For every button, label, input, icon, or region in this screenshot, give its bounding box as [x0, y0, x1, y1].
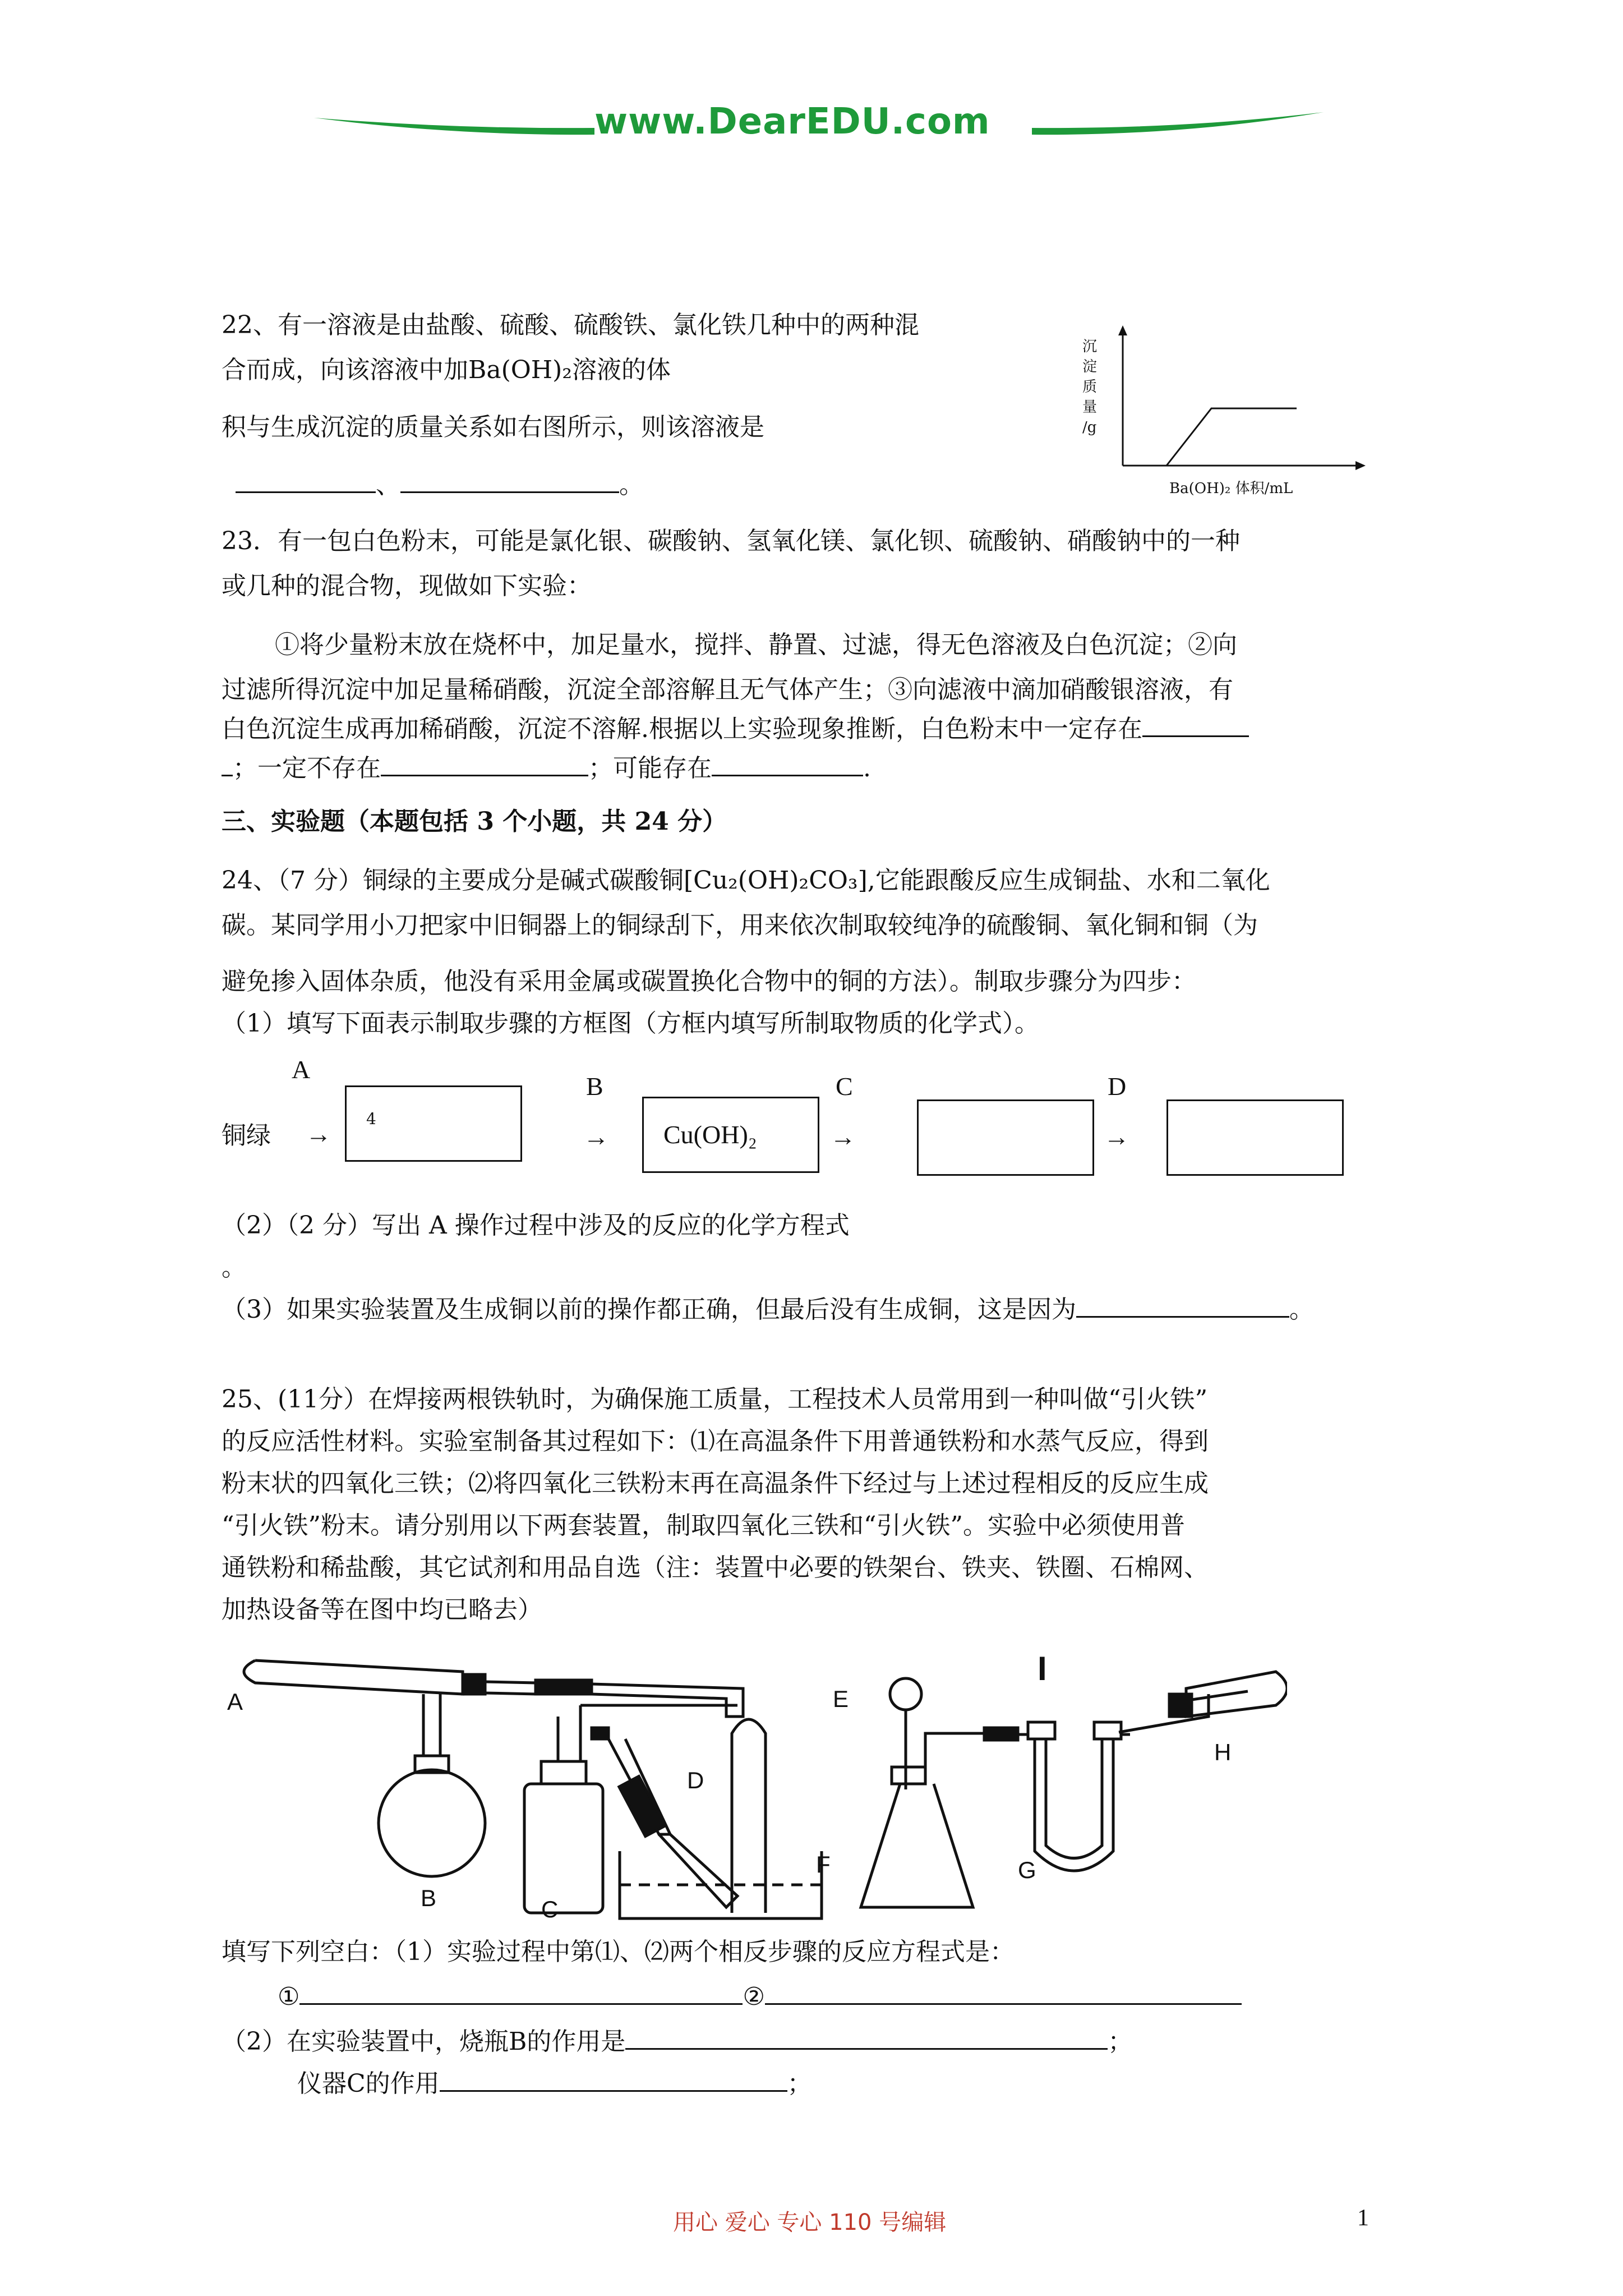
apparatus-label-e: E [833, 1686, 849, 1712]
q25-blank-eq2[interactable] [765, 1981, 1242, 2005]
flow-label-d: D [1108, 1072, 1127, 1101]
flow-arrow-4: → [1104, 1122, 1129, 1151]
q22-blank-2[interactable] [400, 469, 619, 493]
flow-box-c[interactable] [917, 1099, 1094, 1176]
q25-line3: 粉末状的四氧化三铁；⑵将四氧化三铁粉末再在高温条件下经过与上述过程相反的反应生成 [222, 1469, 1209, 1498]
q22-graph-xlabel: Ba(OH)₂ 体积/mL [1169, 480, 1293, 497]
q24-line5: （2）（2 分）写出 A 操作过程中涉及的反应的化学方程式 [222, 1211, 850, 1240]
q22-end: 。 [619, 471, 644, 499]
q22-line2: 合而成，向该溶液中加Ba(OH)₂溶液的体 [222, 356, 671, 384]
q23-blank-possible[interactable] [712, 752, 863, 776]
header-swoosh-right [1032, 107, 1324, 140]
q25-line4: “引火铁”粉末。请分别用以下两套装置，制取四氧化三铁和“引火铁”。实验中必须使用普 [222, 1511, 1185, 1540]
apparatus-label-h: H [1214, 1739, 1232, 1765]
q23-line6: ；一定不存在 ；可能存在 . [222, 752, 871, 785]
q23-line5: 白色沉淀生成再加稀硝酸，沉淀不溶解.根据以上实验现象推断，白色粉末中一定存在 [222, 712, 1249, 746]
q24-line6: 。 [222, 1253, 246, 1282]
q23-blank-exists-cont[interactable] [222, 752, 233, 776]
q24-line1: 24、（7 分）铜绿的主要成分是碱式碳酸铜[Cu₂(OH)₂CO₃],它能跟酸反应生成铜盐、水和二氧化 [222, 866, 1270, 895]
flow-box-d[interactable] [1166, 1099, 1344, 1176]
flow-arrow-1: → [306, 1120, 331, 1148]
q22-blank-1[interactable] [236, 469, 376, 493]
q22-graph [1077, 325, 1368, 505]
q24-line7: （3）如果实验装置及生成铜以前的操作都正确，但最后没有生成铜，这是因为 。 [222, 1293, 1314, 1327]
q23-blank-exists[interactable] [1142, 713, 1249, 737]
apparatus-label-f: F [816, 1851, 831, 1878]
apparatus-label-b: B [421, 1885, 437, 1911]
apparatus-label-a: A [227, 1688, 243, 1715]
q25-line2: 的反应活性材料。实验室制备其过程如下：⑴在高温条件下用普通铁粉和水蒸气反应，得到 [222, 1427, 1209, 1456]
q23-line4: 过滤所得沉淀中加足量稀硝酸，沉淀全部溶解且无气体产生；③向滤液中滴加硝酸银溶液，有 [222, 675, 1233, 704]
flow-box-a-text: 4 [366, 1110, 376, 1128]
q25-apparatus-drawing [222, 1649, 1287, 1930]
header-swoosh-left [314, 107, 594, 140]
q22-line1: 22、有一溶液是由盐酸、硫酸、硫酸铁、氯化铁几种中的两种混 [222, 311, 919, 339]
flow-arrow-3: → [830, 1122, 856, 1151]
page-number: 1 [1357, 2205, 1369, 2231]
flow-label-c: C [836, 1072, 853, 1101]
flow-box-b-text: Cu(OH)₂ [663, 1120, 757, 1149]
section3-title: 三、实验题（本题包括 3 个小题，共 24 分） [222, 807, 727, 836]
q24-line3: 避免掺入固体杂质，他没有采用金属或碳置换化合物中的铜的方法）。制取步骤分为四步： [222, 967, 1196, 996]
q25-fill1: 填写下列空白：（1）实验过程中第⑴、⑵两个相反步骤的反应方程式是： [222, 1938, 1015, 1966]
flow-label-b: B [586, 1072, 603, 1101]
q25-fill4: 仪器C的作用 ； [297, 2067, 812, 2101]
flow-label-a: A [292, 1055, 311, 1084]
q23-line3: ①将少量粉末放在烧杯中，加足量水，搅拌、静置、过滤，得无色溶液及白色沉淀；②向 [275, 631, 1237, 659]
flow-arrow-2: → [583, 1122, 609, 1151]
flow-box-b[interactable] [642, 1097, 819, 1173]
q22-answer-line [236, 468, 644, 502]
flow-start: 铜绿 [222, 1121, 271, 1150]
q25-line1: 25、(11分）在焊接两根铁轨时，为确保施工质量，工程技术人员常用到一种叫做“引火铁” [222, 1385, 1208, 1414]
q25-line6: 加热设备等在图中均已略去） [222, 1595, 542, 1624]
q25-blank-flask-b[interactable] [625, 2026, 1108, 2050]
q22-graph-ylabel: 沉 淀 质 量 /g [1082, 338, 1098, 436]
apparatus-label-i: I [1038, 1650, 1047, 1687]
q23-blank-absent[interactable] [381, 752, 588, 776]
q23-line1: 23．有一包白色粉末，可能是氯化银、碳酸钠、氢氧化镁、氯化钡、硫酸钠、硝酸钠中的一种 [222, 527, 1240, 555]
q24-line2: 碳。某同学用小刀把家中旧铜器上的铜绿刮下，用来依次制取较纯净的硫酸铜、氧化铜和铜（为 [222, 911, 1258, 940]
q23-line2: 或几种的混合物，现做如下实验： [222, 572, 592, 600]
apparatus-label-g: G [1018, 1857, 1036, 1883]
q25-fill2: ① ② [278, 1980, 1242, 2014]
apparatus-label-c: C [541, 1896, 559, 1922]
q25-blank-eq1[interactable] [299, 1981, 743, 2005]
apparatus-label-d: D [687, 1767, 704, 1793]
q22-separator: 、 [376, 471, 400, 499]
site-logo: www.DearEDU.com [594, 101, 990, 142]
q22-line3: 积与生成沉淀的质量关系如右图所示，则该溶液是 [222, 413, 764, 441]
q25-line5: 通铁粉和稀盐酸，其它试剂和用品自选（注：装置中必要的铁架台、铁夹、铁圈、石棉网、 [222, 1553, 1209, 1582]
footer-text: 用心 爱心 专心 110 号编辑 [673, 2210, 947, 2235]
flow-box-a[interactable] [345, 1085, 522, 1162]
q25-apparatus-figure [222, 1649, 1287, 1930]
q24-line4: （1）填写下面表示制取步骤的方框图（方框内填写所制取物质的化学式）。 [222, 1009, 1039, 1038]
q24-blank-reason[interactable] [1076, 1294, 1289, 1318]
q25-blank-instrument-c[interactable] [440, 2068, 787, 2092]
q25-fill3: （2）在实验装置中，烧瓶B的作用是 ； [222, 2025, 1132, 2059]
